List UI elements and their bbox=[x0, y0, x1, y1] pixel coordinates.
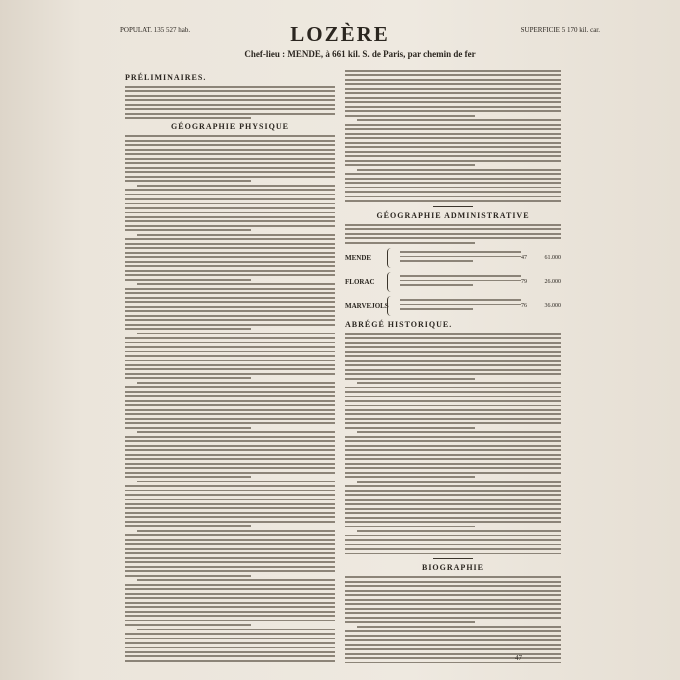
biographie-text bbox=[345, 576, 561, 663]
heading-geographie-physique: GÉOGRAPHIE PHYSIQUE bbox=[171, 122, 289, 132]
arrondissement-name: MARVEJOLS bbox=[345, 301, 389, 310]
admin-row: MENDE 47 61.000 bbox=[345, 248, 561, 268]
surface-label: SUPERFICIE 5 170 kil. car. bbox=[520, 26, 600, 34]
admin-table bbox=[345, 248, 561, 316]
population-label: POPULAT. 135 527 hab. bbox=[120, 26, 191, 34]
page-number: 47 bbox=[515, 654, 522, 662]
right-intro-text bbox=[345, 70, 561, 202]
admin-row: FLORAC 79 26.000 bbox=[345, 272, 561, 292]
preliminaires-text bbox=[125, 86, 335, 119]
heading-biographie: BIOGRAPHIE bbox=[421, 563, 484, 573]
page-subtitle: Chef-lieu : MENDE, à 661 kil. S. de Paris, par chemin de fer bbox=[244, 49, 476, 59]
abrege-historique-text bbox=[345, 333, 561, 555]
arrondissement-name: MENDE bbox=[345, 253, 372, 262]
heading-abrege-historique: ABRÉGÉ HISTORIQUE. bbox=[345, 319, 453, 329]
left-column bbox=[125, 70, 335, 664]
geographie-physique-text bbox=[125, 135, 335, 662]
page-title: LOZÈRE bbox=[290, 22, 390, 46]
divider bbox=[433, 206, 473, 207]
divider bbox=[433, 558, 473, 559]
heading-preliminaires: PRÉLIMINAIRES. bbox=[125, 73, 207, 82]
arrondissement-name: FLORAC bbox=[345, 277, 375, 286]
admin-row: MARVEJOLS 76 36.000 bbox=[345, 296, 561, 316]
heading-geographie-administrative: GÉOGRAPHIE ADMINISTRATIVE bbox=[376, 210, 530, 220]
admin-intro-text bbox=[345, 224, 561, 244]
right-column bbox=[345, 70, 561, 666]
